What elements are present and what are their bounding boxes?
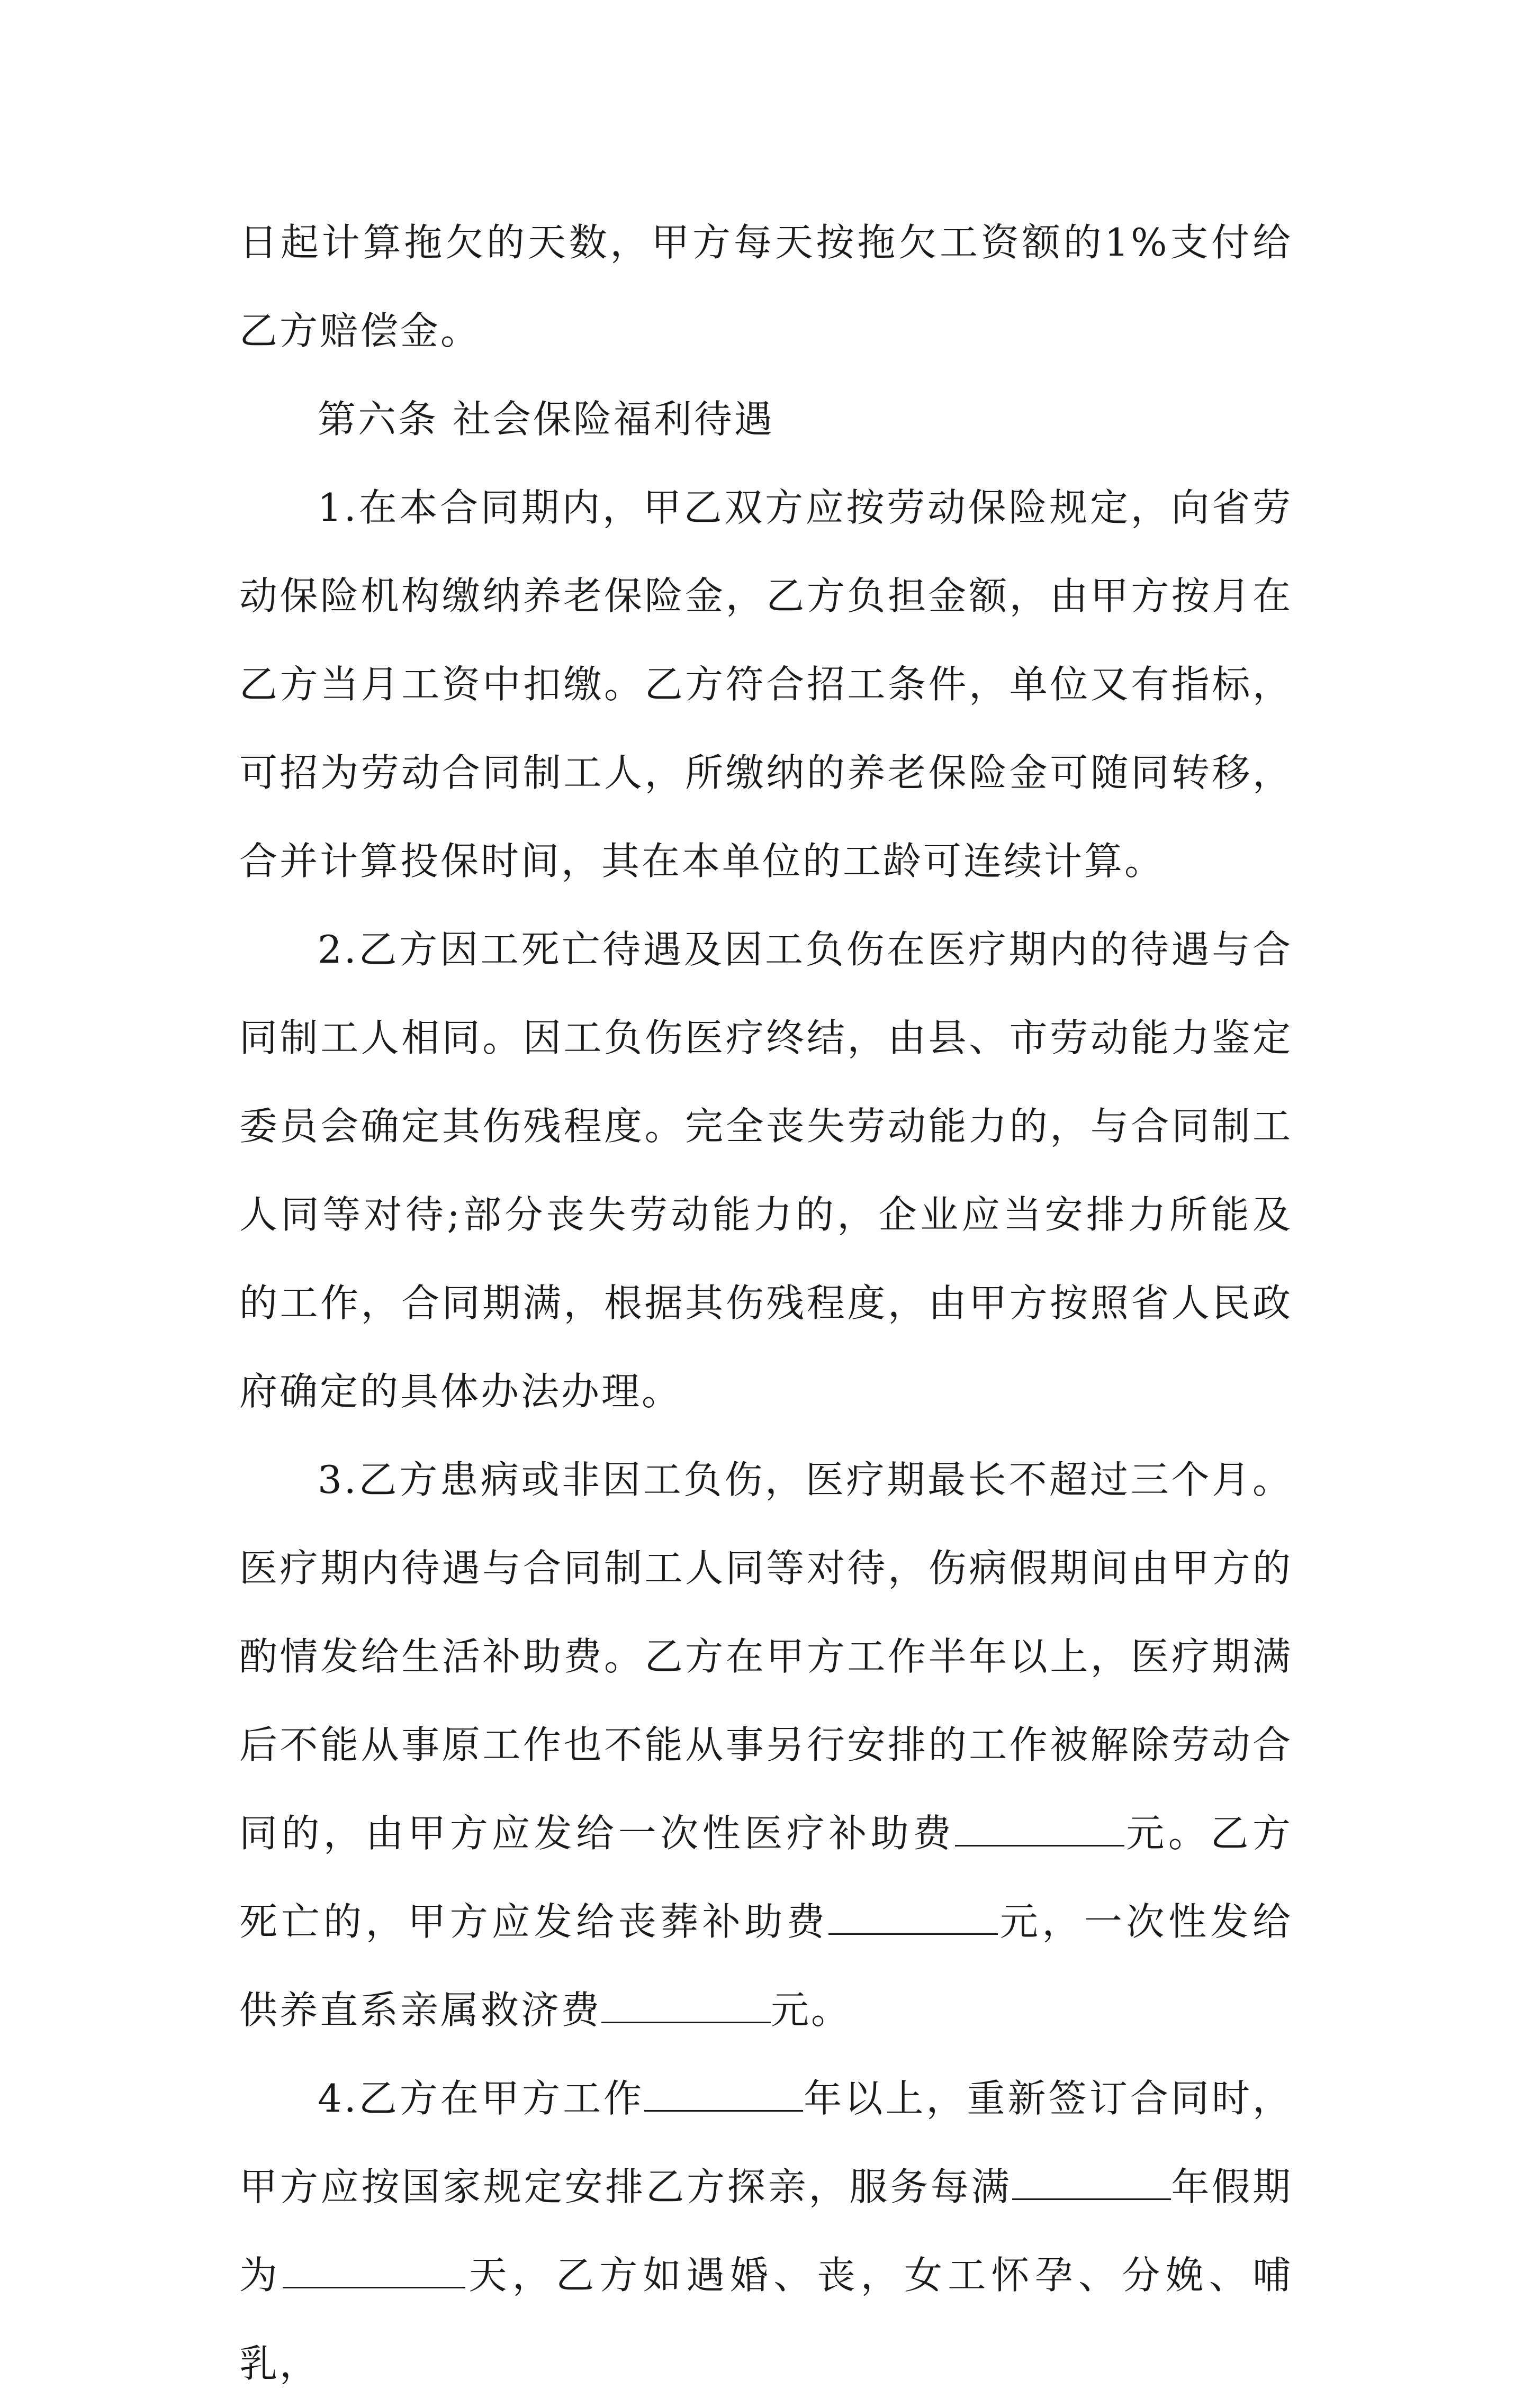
- fill-blank-medical-subsidy[interactable]: [955, 1814, 1124, 1846]
- fill-blank-leave-days[interactable]: [283, 2256, 465, 2288]
- clause-3-text-c: 元，一次性发给供养直系亲属救济费: [239, 1899, 1293, 2032]
- fill-blank-service-years[interactable]: [1012, 2168, 1171, 2200]
- paragraph-continuation: 日起计算拖欠的天数，甲方每天按拖欠工资额的1%支付给乙方赔偿金。: [239, 220, 1293, 353]
- fill-blank-relief-fee[interactable]: [601, 1991, 771, 2023]
- clause-4: [239, 2054, 1293, 2408]
- clause-4-text-d: 天，乙方如遇婚、丧，女工怀孕、分娩、哺乳，: [239, 2253, 1293, 2386]
- clause-2: 2.乙方因工死亡待遇及因工负伤在医疗期内的待遇与合同制工人相同。因工负伤医疗终结，由县、市劳动能力鉴定委员会确定其伤残程度。完全丧失劳动能力的，与合同制工人同等对待;部分丧失劳动能力的，企业应当安排力所能及的工作，合同期满，根据其伤残程度，由甲方按照省人民政府确定的具体办法办理。: [239, 927, 1293, 1414]
- clause-4-text-a: 4.乙方在甲方工作: [318, 2076, 645, 2121]
- fill-blank-years-worked[interactable]: [644, 2079, 803, 2112]
- clause-3-text-a: 3.乙方患病或非因工负伤，医疗期最长不超过三个月。医疗期内待遇与合同制工人同等对待，伤病假期间由甲方的酌情发给生活补助费。乙方在甲方工作半年以上，医疗期满后不能从事原工作也不能从事另行安排的工作被解除劳动合同的，由甲方应发给一次性医疗补助费: [239, 1458, 1293, 1855]
- clause-1: 1.在本合同期内，甲乙双方应按劳动保险规定，向省劳动保险机构缴纳养老保险金，乙方负担金额，由甲方按月在乙方当月工资中扣缴。乙方符合招工条件，单位又有指标，可招为劳动合同制工人，所缴纳的养老保险金可随同转移，合并计算投保时间，其在本单位的工龄可连续计算。: [239, 485, 1293, 883]
- fill-blank-funeral-subsidy[interactable]: [828, 1903, 998, 1935]
- section-heading: 第六条 社会保险福利待遇: [318, 397, 774, 441]
- clause-3-text-b: 元。乙方死亡的，甲方应发给丧葬补助费: [239, 1811, 1293, 1944]
- clause-3-text-d: 元。: [771, 1988, 852, 2032]
- clause-4-text-b: 年以上，重新签订合同时，甲方应按国家规定安排乙方探亲，服务每满: [239, 2076, 1293, 2209]
- document-body: [239, 198, 1293, 2408]
- clause-4-text-c: 年假期为: [239, 2165, 1293, 2297]
- clause-3: [239, 1436, 1293, 2054]
